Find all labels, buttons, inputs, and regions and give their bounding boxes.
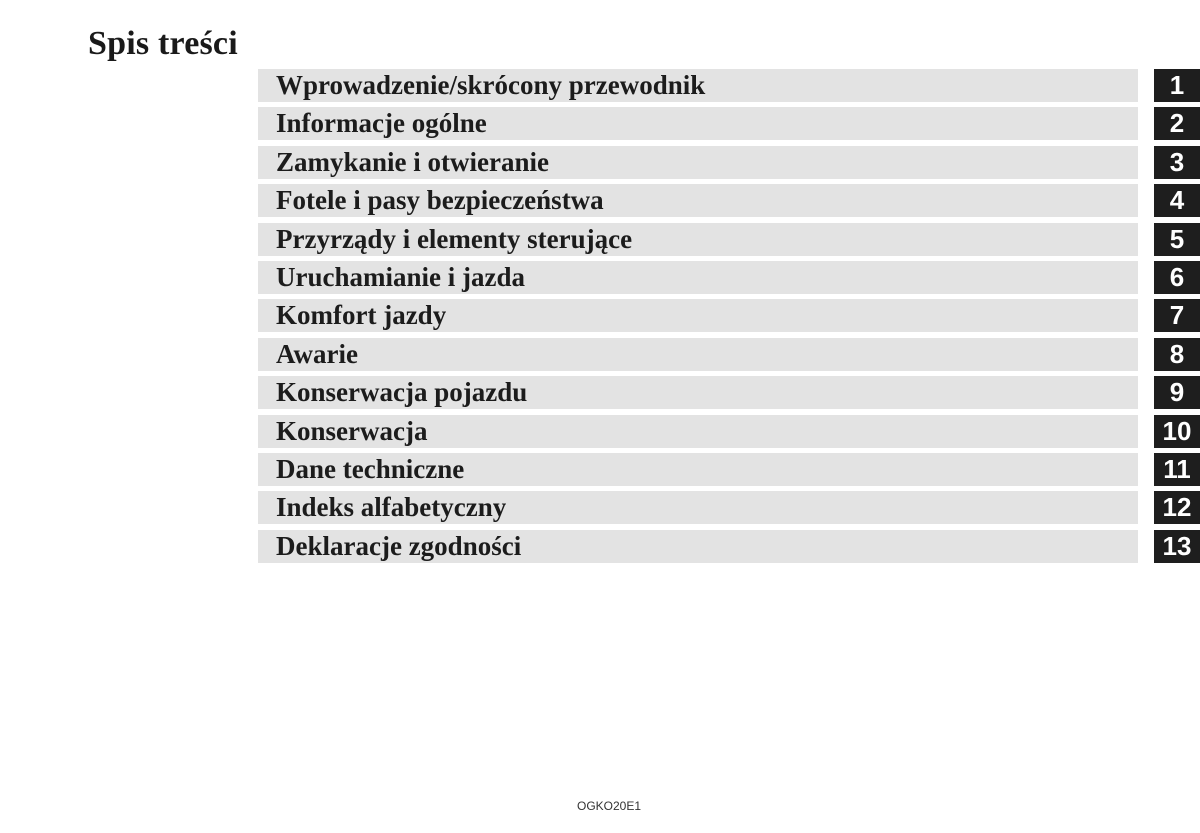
chapter-tab[interactable]: 11 <box>1154 453 1200 486</box>
toc-item-5[interactable] <box>258 223 1200 256</box>
chapter-tab[interactable]: 7 <box>1154 299 1200 332</box>
toc-item-label: Konserwacja pojazdu <box>276 377 528 408</box>
toc-item-4[interactable] <box>258 184 1200 217</box>
toc-item-12[interactable] <box>258 491 1200 524</box>
chapter-tab[interactable]: 4 <box>1154 184 1200 217</box>
toc-item-10[interactable] <box>258 415 1200 448</box>
chapter-tab[interactable]: 8 <box>1154 338 1200 371</box>
toc-item-label: Awarie <box>276 338 358 369</box>
toc-item-label: Przyrządy i elementy sterujące <box>276 223 633 254</box>
toc-item-label: Dane techniczne <box>276 453 465 484</box>
chapter-tab[interactable]: 10 <box>1154 415 1200 448</box>
toc-item-6[interactable] <box>258 261 1200 294</box>
page-title: Spis treści <box>88 25 238 62</box>
toc-item-9[interactable] <box>258 376 1200 409</box>
toc-item-label: Deklaracje zgodności <box>276 530 522 561</box>
chapter-tab[interactable]: 12 <box>1154 491 1200 524</box>
toc-item-13[interactable] <box>258 530 1200 563</box>
toc-item-label: Fotele i pasy bezpieczeństwa <box>276 185 604 216</box>
toc-item-2[interactable] <box>258 107 1200 140</box>
toc-item-label: Wprowadzenie/skrócony przewodnik <box>276 70 706 100</box>
chapter-tab[interactable]: 1 <box>1154 69 1200 102</box>
chapter-tab[interactable]: 5 <box>1154 223 1200 256</box>
toc-item-7[interactable] <box>258 299 1200 332</box>
toc-item-8[interactable] <box>258 338 1200 371</box>
table-of-contents <box>258 69 1200 568</box>
toc-item-bar <box>258 338 1138 371</box>
toc-item-label: Zamykanie i otwieranie <box>276 146 549 177</box>
chapter-tab[interactable]: 13 <box>1154 530 1200 563</box>
chapter-tab[interactable]: 6 <box>1154 261 1200 294</box>
toc-item-label: Informacje ogólne <box>276 108 487 139</box>
toc-item-3[interactable] <box>258 146 1200 179</box>
toc-item-label: Komfort jazdy <box>276 300 447 331</box>
toc-item-11[interactable] <box>258 453 1200 486</box>
chapter-tab[interactable]: 9 <box>1154 376 1200 409</box>
chapter-tab[interactable]: 3 <box>1154 146 1200 179</box>
toc-item-label: Uruchamianie i jazda <box>276 261 525 292</box>
chapter-tab[interactable]: 2 <box>1154 107 1200 140</box>
toc-item-1[interactable] <box>258 69 1200 102</box>
toc-item-label: Konserwacja <box>276 415 428 446</box>
document-code: OGKO20E1 <box>576 799 642 813</box>
toc-item-label: Indeks alfabetyczny <box>276 492 507 523</box>
